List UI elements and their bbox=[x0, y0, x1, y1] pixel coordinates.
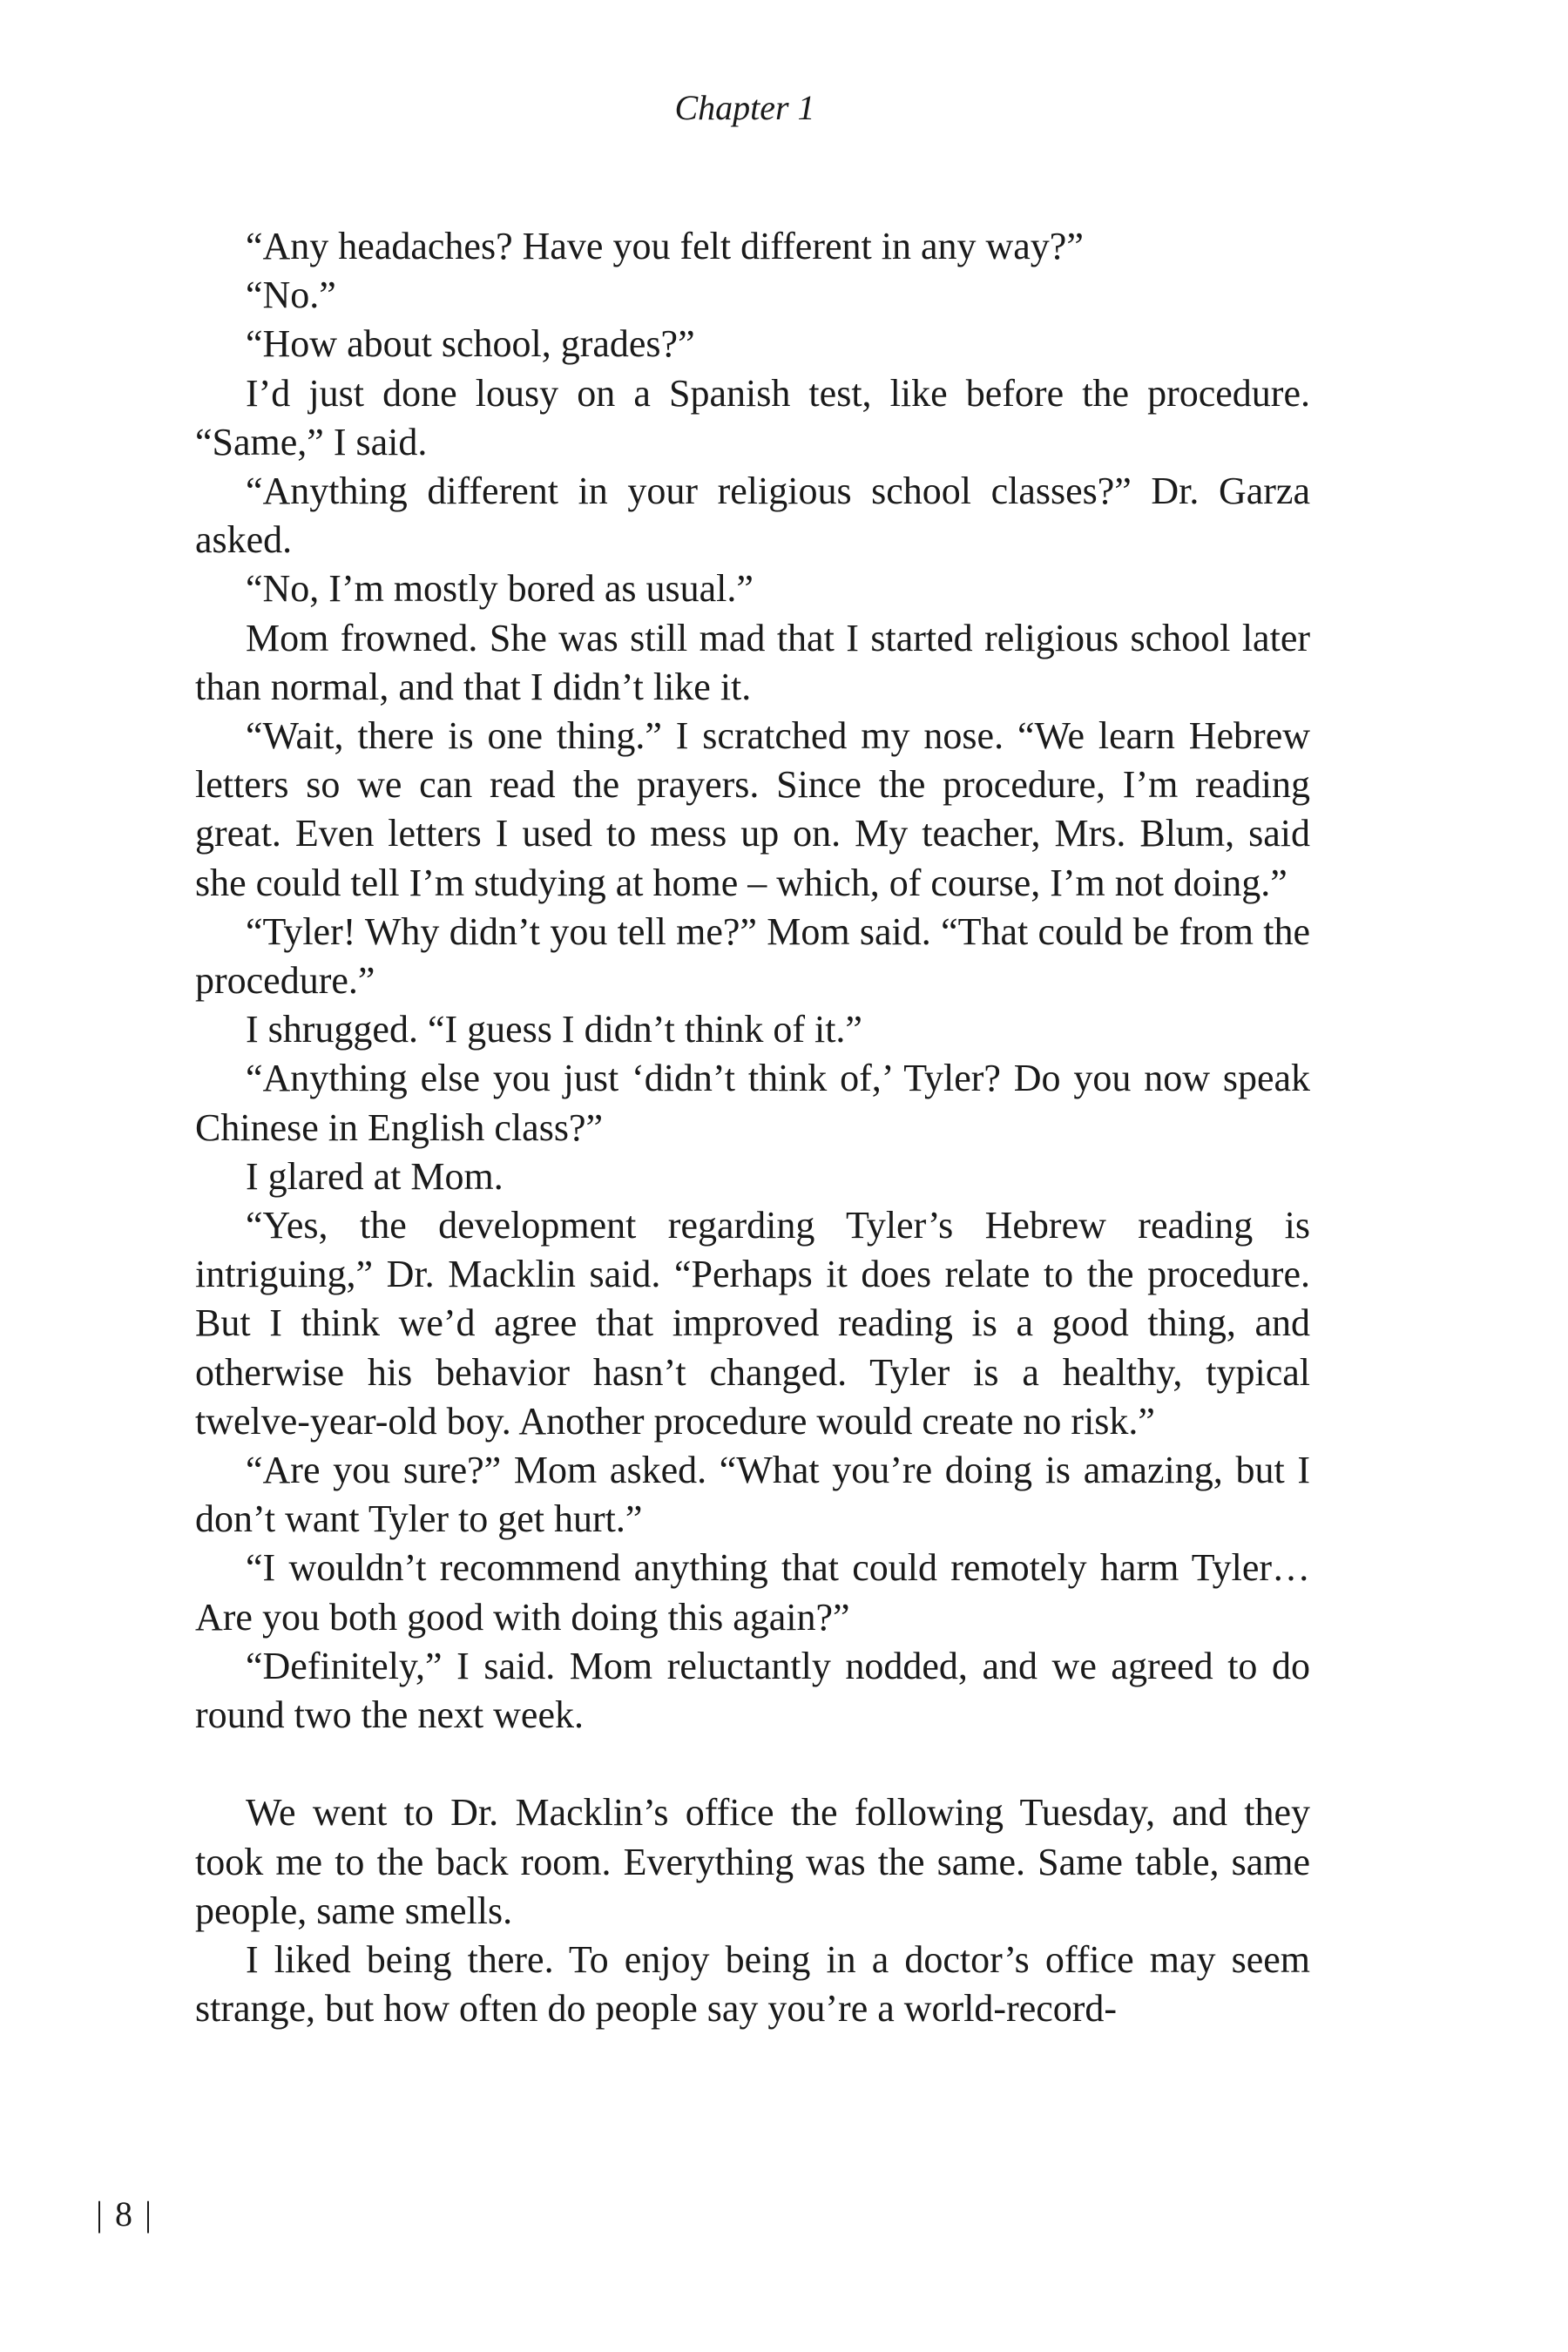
body-text bbox=[195, 222, 1310, 2033]
section-break bbox=[195, 1740, 1310, 1788]
paragraph: I’d just done lousy on a Spanish test, like before the procedure. “Same,” I said. bbox=[195, 371, 1310, 463]
paragraph: “I wouldn’t recommend anything that could remotely harm Tyler… Are you both good with doing this again?” bbox=[195, 1546, 1310, 1639]
paragraph: “Anything else you just ‘didn’t think of,’ Tyler? Do you now speak Chinese in English class?” bbox=[195, 1057, 1310, 1149]
paragraph: “Wait, there is one thing.” I scratched my nose. “We learn Hebrew letters so we can read the prayers. Since the procedure, I’m reading great. Even letters I used to mess up on. My teacher, Mrs. Blum, said she could tell I’m studying at home – which, of course, I’m not doing.” bbox=[195, 714, 1310, 904]
paragraph: “No, I’m mostly bored as usual.” bbox=[246, 567, 754, 611]
page-number: | 8 | bbox=[96, 2194, 154, 2234]
paragraph: “Anything different in your religious school classes?” Dr. Garza asked. bbox=[195, 470, 1310, 562]
paragraph: “Definitely,” I said. Mom reluctantly nodded, and we agreed to do round two the next week. bbox=[195, 1644, 1310, 1737]
paragraph: We went to Dr. Macklin’s office the following Tuesday, and they took me to the back room. Everything was the same. Same table, same people, same smells. bbox=[195, 1791, 1310, 1932]
paragraph: Mom frowned. She was still mad that I started religious school later than normal, and that I didn’t like it. bbox=[195, 616, 1310, 708]
paragraph: “Tyler! Why didn’t you tell me?” Mom said. “That could be from the procedure.” bbox=[195, 909, 1310, 1003]
paragraph: I glared at Mom. bbox=[246, 1154, 504, 1198]
paragraph: I shrugged. “I guess I didn’t think of it.” bbox=[246, 1008, 862, 1051]
running-head: Chapter 1 bbox=[674, 88, 815, 127]
paragraph: “Any headaches? Have you felt different in any way?” bbox=[246, 225, 1084, 267]
paragraph: “No.” bbox=[246, 274, 336, 317]
paragraph: “How about school, grades?” bbox=[246, 322, 695, 366]
paragraph: I liked being there. To enjoy being in a doctor’s office may seem strange, but how often do people say you’re a world-record- bbox=[195, 1937, 1310, 2031]
paragraph: “Are you sure?” Mom asked. “What you’re doing is amazing, but I don’t want Tyler to get hurt.” bbox=[195, 1449, 1310, 1541]
paragraph: “Yes, the development regarding Tyler’s Hebrew reading is intriguing,” Dr. Macklin said. “Perhaps it does relate to the procedure. But I think we’d agree that improved reading is a good thing, and otherwise his behavior hasn’t changed. Tyler is a healthy, typical twelve-year-old boy. Another procedure would create no risk.” bbox=[195, 1204, 1310, 1443]
